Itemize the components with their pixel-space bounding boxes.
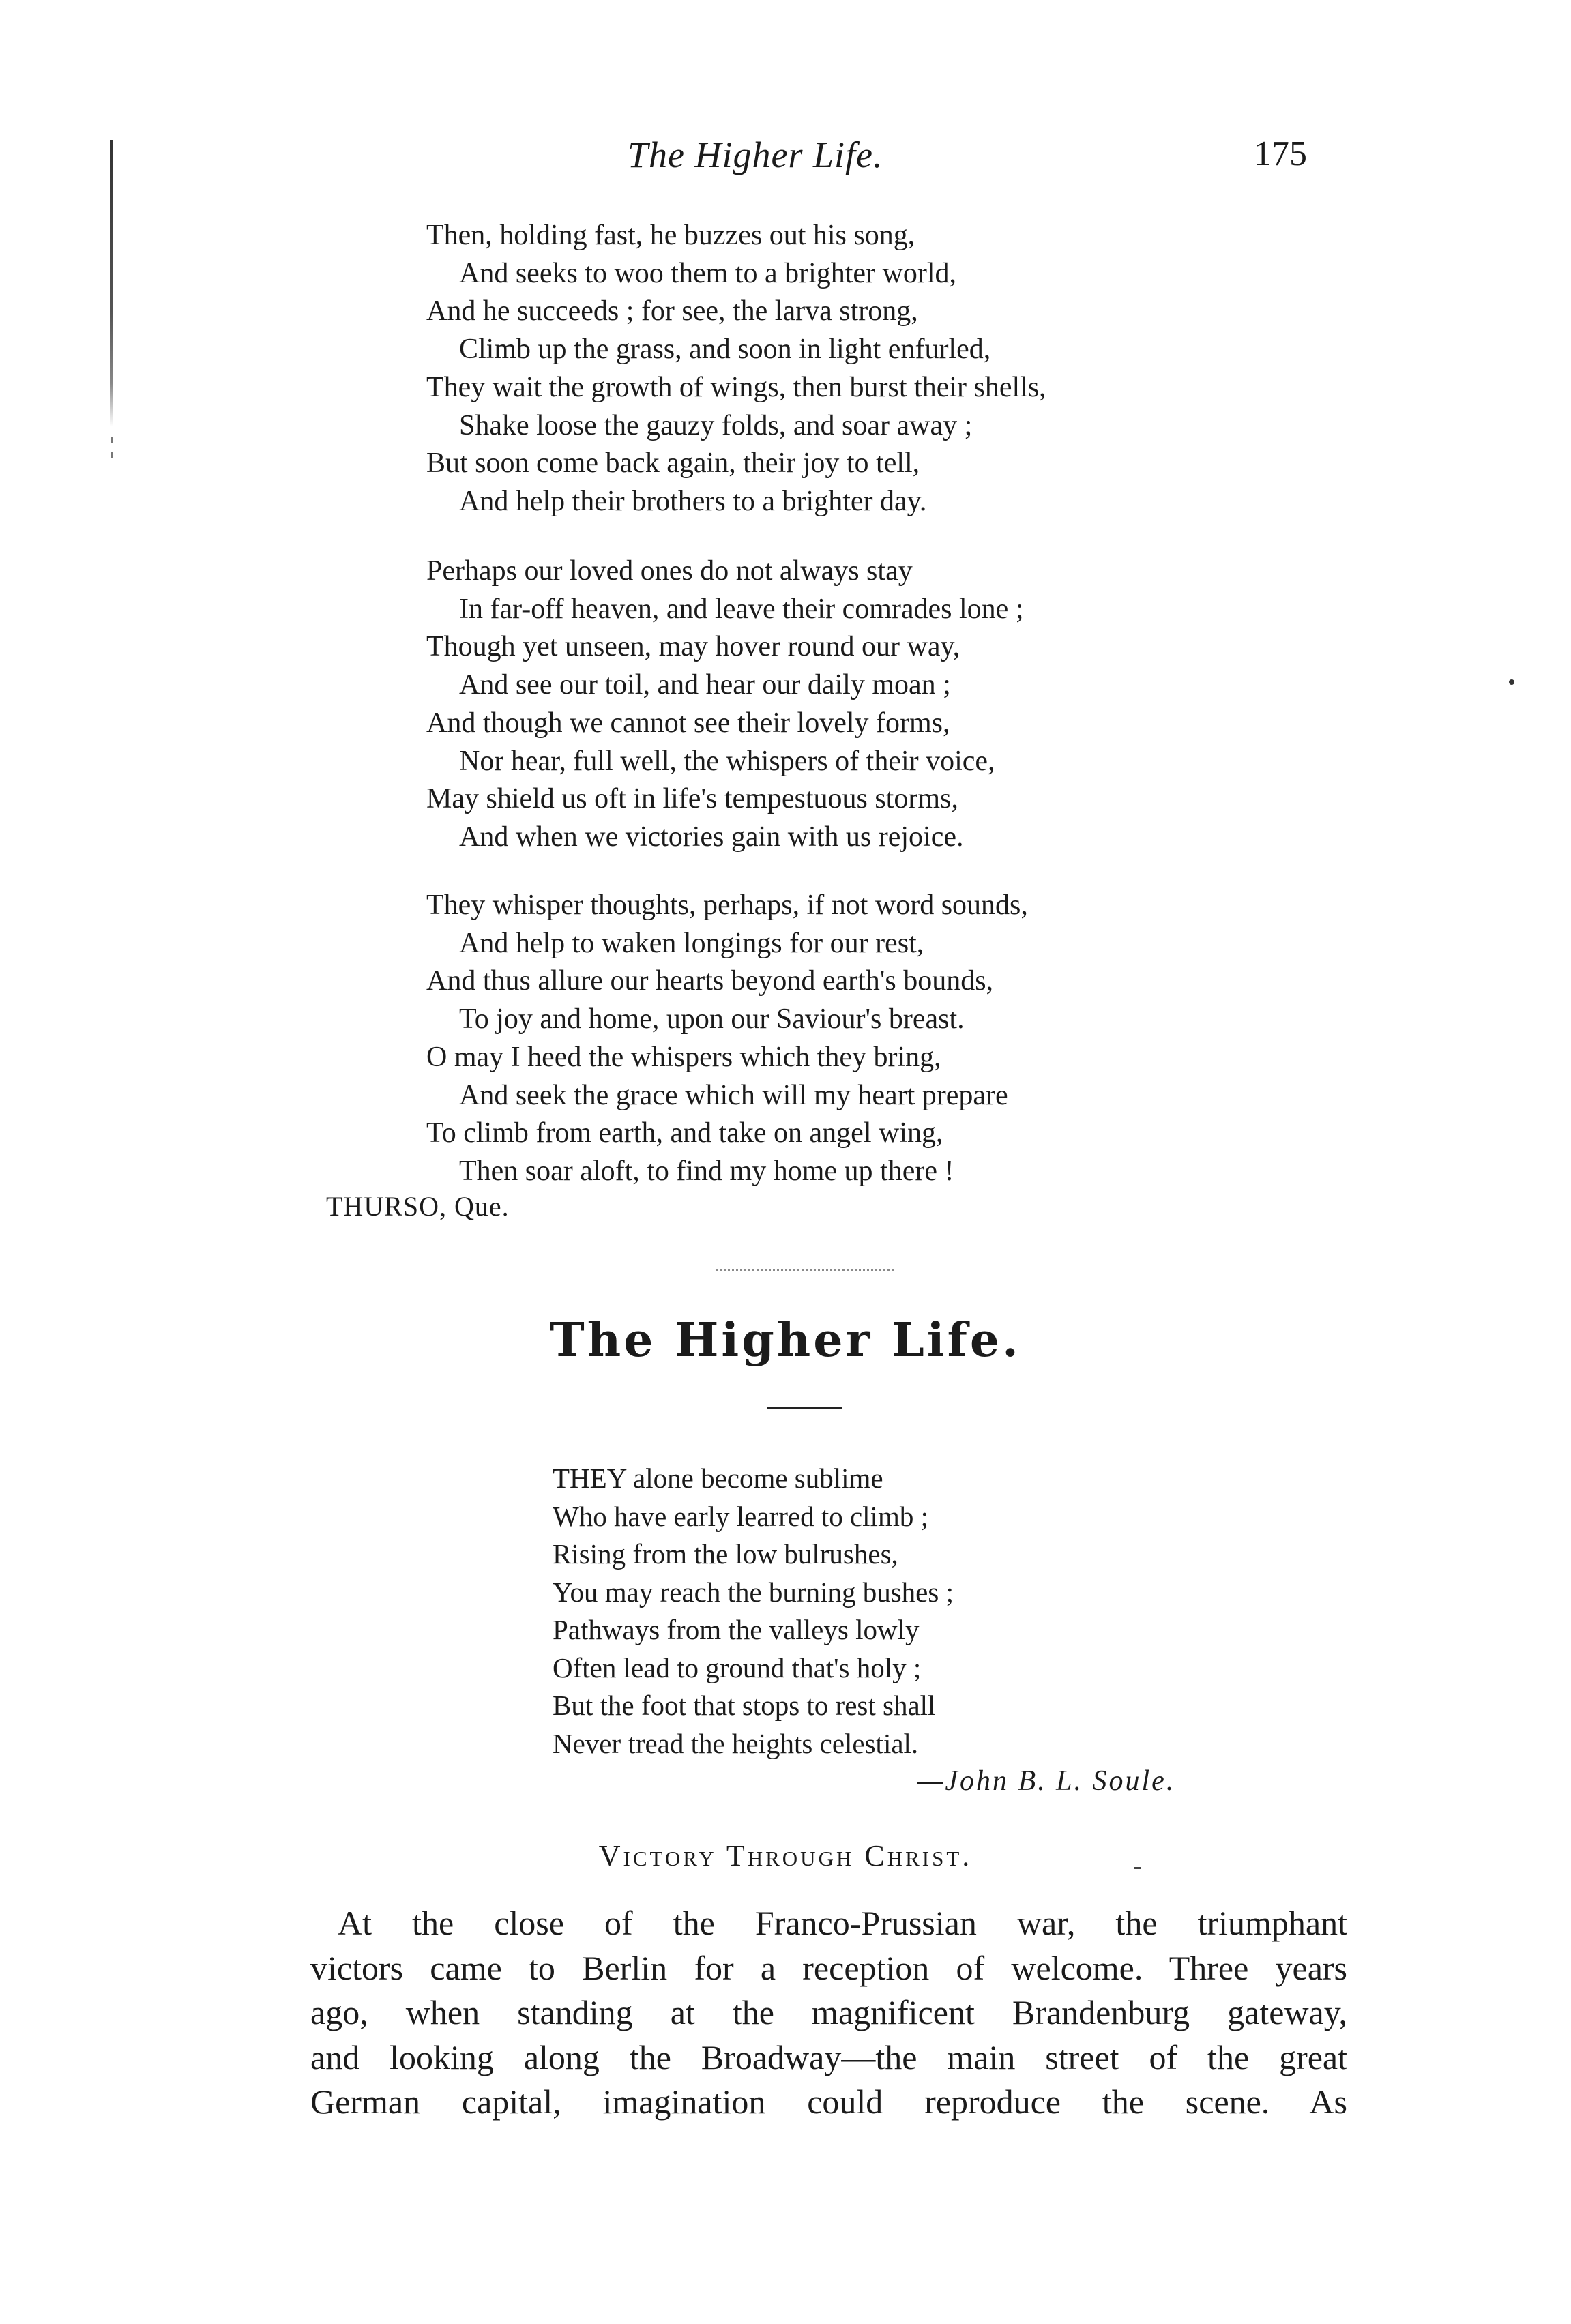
poem-line: Climb up the grass, and soon in light enfurled, xyxy=(459,334,991,366)
article-line: and looking along the Broadway—the main street of the great xyxy=(310,2038,1347,2076)
poem-line: And when we victories gain with us rejoice. xyxy=(459,821,964,853)
margin-speck xyxy=(111,452,113,458)
poem-line: Nor hear, full well, the whispers of their voice, xyxy=(459,745,995,777)
poem-line: To climb from earth, and take on angel wing, xyxy=(426,1117,943,1149)
stray-mark xyxy=(1509,679,1514,685)
poem-line: And though we cannot see their lovely forms, xyxy=(426,707,950,739)
poem1-stanza-1 xyxy=(426,217,1415,521)
poem-line: To joy and home, upon our Saviour's breast. xyxy=(459,1003,965,1035)
poem-line: You may reach the burning bushes ; xyxy=(553,1576,954,1608)
section-divider xyxy=(716,1269,894,1271)
article-body xyxy=(310,1901,1347,2125)
article-heading: Victory Through Christ. xyxy=(598,1839,973,1872)
poem-line: Never tread the heights celestial. xyxy=(553,1727,919,1759)
poem-line: But soon come back again, their joy to tell, xyxy=(426,447,920,480)
poem-attribution: —John B. L. Soule. xyxy=(917,1765,1176,1797)
poem-line: Then soar aloft, to find my home up there ! xyxy=(459,1155,954,1187)
article-line: German capital, imagination could reproduce the scene. As xyxy=(310,2083,1347,2121)
article-line: At the close of the Franco-Prussian war, the triumphant xyxy=(338,1904,1347,1942)
poem-line: Then, holding fast, he buzzes out his song, xyxy=(426,220,915,251)
poem-line: They wait the growth of wings, then burst their shells, xyxy=(426,371,1046,403)
poem-line: And help to waken longings for our rest, xyxy=(459,927,924,959)
poem-line: Rising from the low bulrushes, xyxy=(553,1538,898,1570)
poem-line: Often lead to ground that's holy ; xyxy=(553,1651,922,1683)
article-line: victors came to Berlin for a reception of welcome. Three years xyxy=(310,1948,1347,1987)
poem-line: And seeks to woo them to a brighter world, xyxy=(459,257,957,289)
poem-line: Pathways from the valleys lowly xyxy=(553,1614,920,1645)
poem1-stanza-2 xyxy=(426,553,1415,857)
poem2 xyxy=(553,1460,1235,1763)
poem-line: And help their brothers to a brighter day. xyxy=(459,485,927,517)
poem1-stanza-3 xyxy=(426,887,1415,1191)
poem-line: Who have early learred to climb ; xyxy=(553,1500,928,1532)
poem-line: In far-off heaven, and leave their comrades lone ; xyxy=(459,593,1024,625)
page-number: 175 xyxy=(1254,134,1307,173)
title-rule xyxy=(767,1407,842,1409)
poem-line: They whisper thoughts, perhaps, if not word sounds, xyxy=(426,889,1028,921)
running-header xyxy=(0,134,1571,188)
poem-line: THEY alone become sublime xyxy=(553,1462,883,1494)
section-title: The Higher Life. xyxy=(550,1313,1021,1368)
poem-line: Though yet unseen, may hover round our way, xyxy=(426,631,960,663)
running-title: The Higher Life. xyxy=(628,134,883,175)
poem-line: Shake loose the gauzy folds, and soar away ; xyxy=(459,409,973,441)
poem-line: O may I heed the whispers which they bring, xyxy=(426,1041,941,1073)
poem-line: And he succeeds ; for see, the larva strong, xyxy=(426,295,918,327)
poem-line: And seek the grace which will my heart prepare xyxy=(459,1079,1008,1111)
poem-line: And see our toil, and hear our daily moan ; xyxy=(459,669,951,701)
article-line: ago, when standing at the magnificent Brandenburg gateway, xyxy=(310,1993,1347,2032)
margin-speck xyxy=(111,437,113,443)
poem-signoff: THURSO, Que. xyxy=(326,1191,510,1222)
poem-line: But the foot that stops to rest shall xyxy=(553,1690,936,1721)
stray-mark xyxy=(1134,1867,1141,1869)
poem-line: Perhaps our loved ones do not always stay xyxy=(426,555,913,587)
poem-line: May shield us oft in life's tempestuous storms, xyxy=(426,783,958,815)
poem-line: And thus allure our hearts beyond earth's bounds, xyxy=(426,965,994,997)
